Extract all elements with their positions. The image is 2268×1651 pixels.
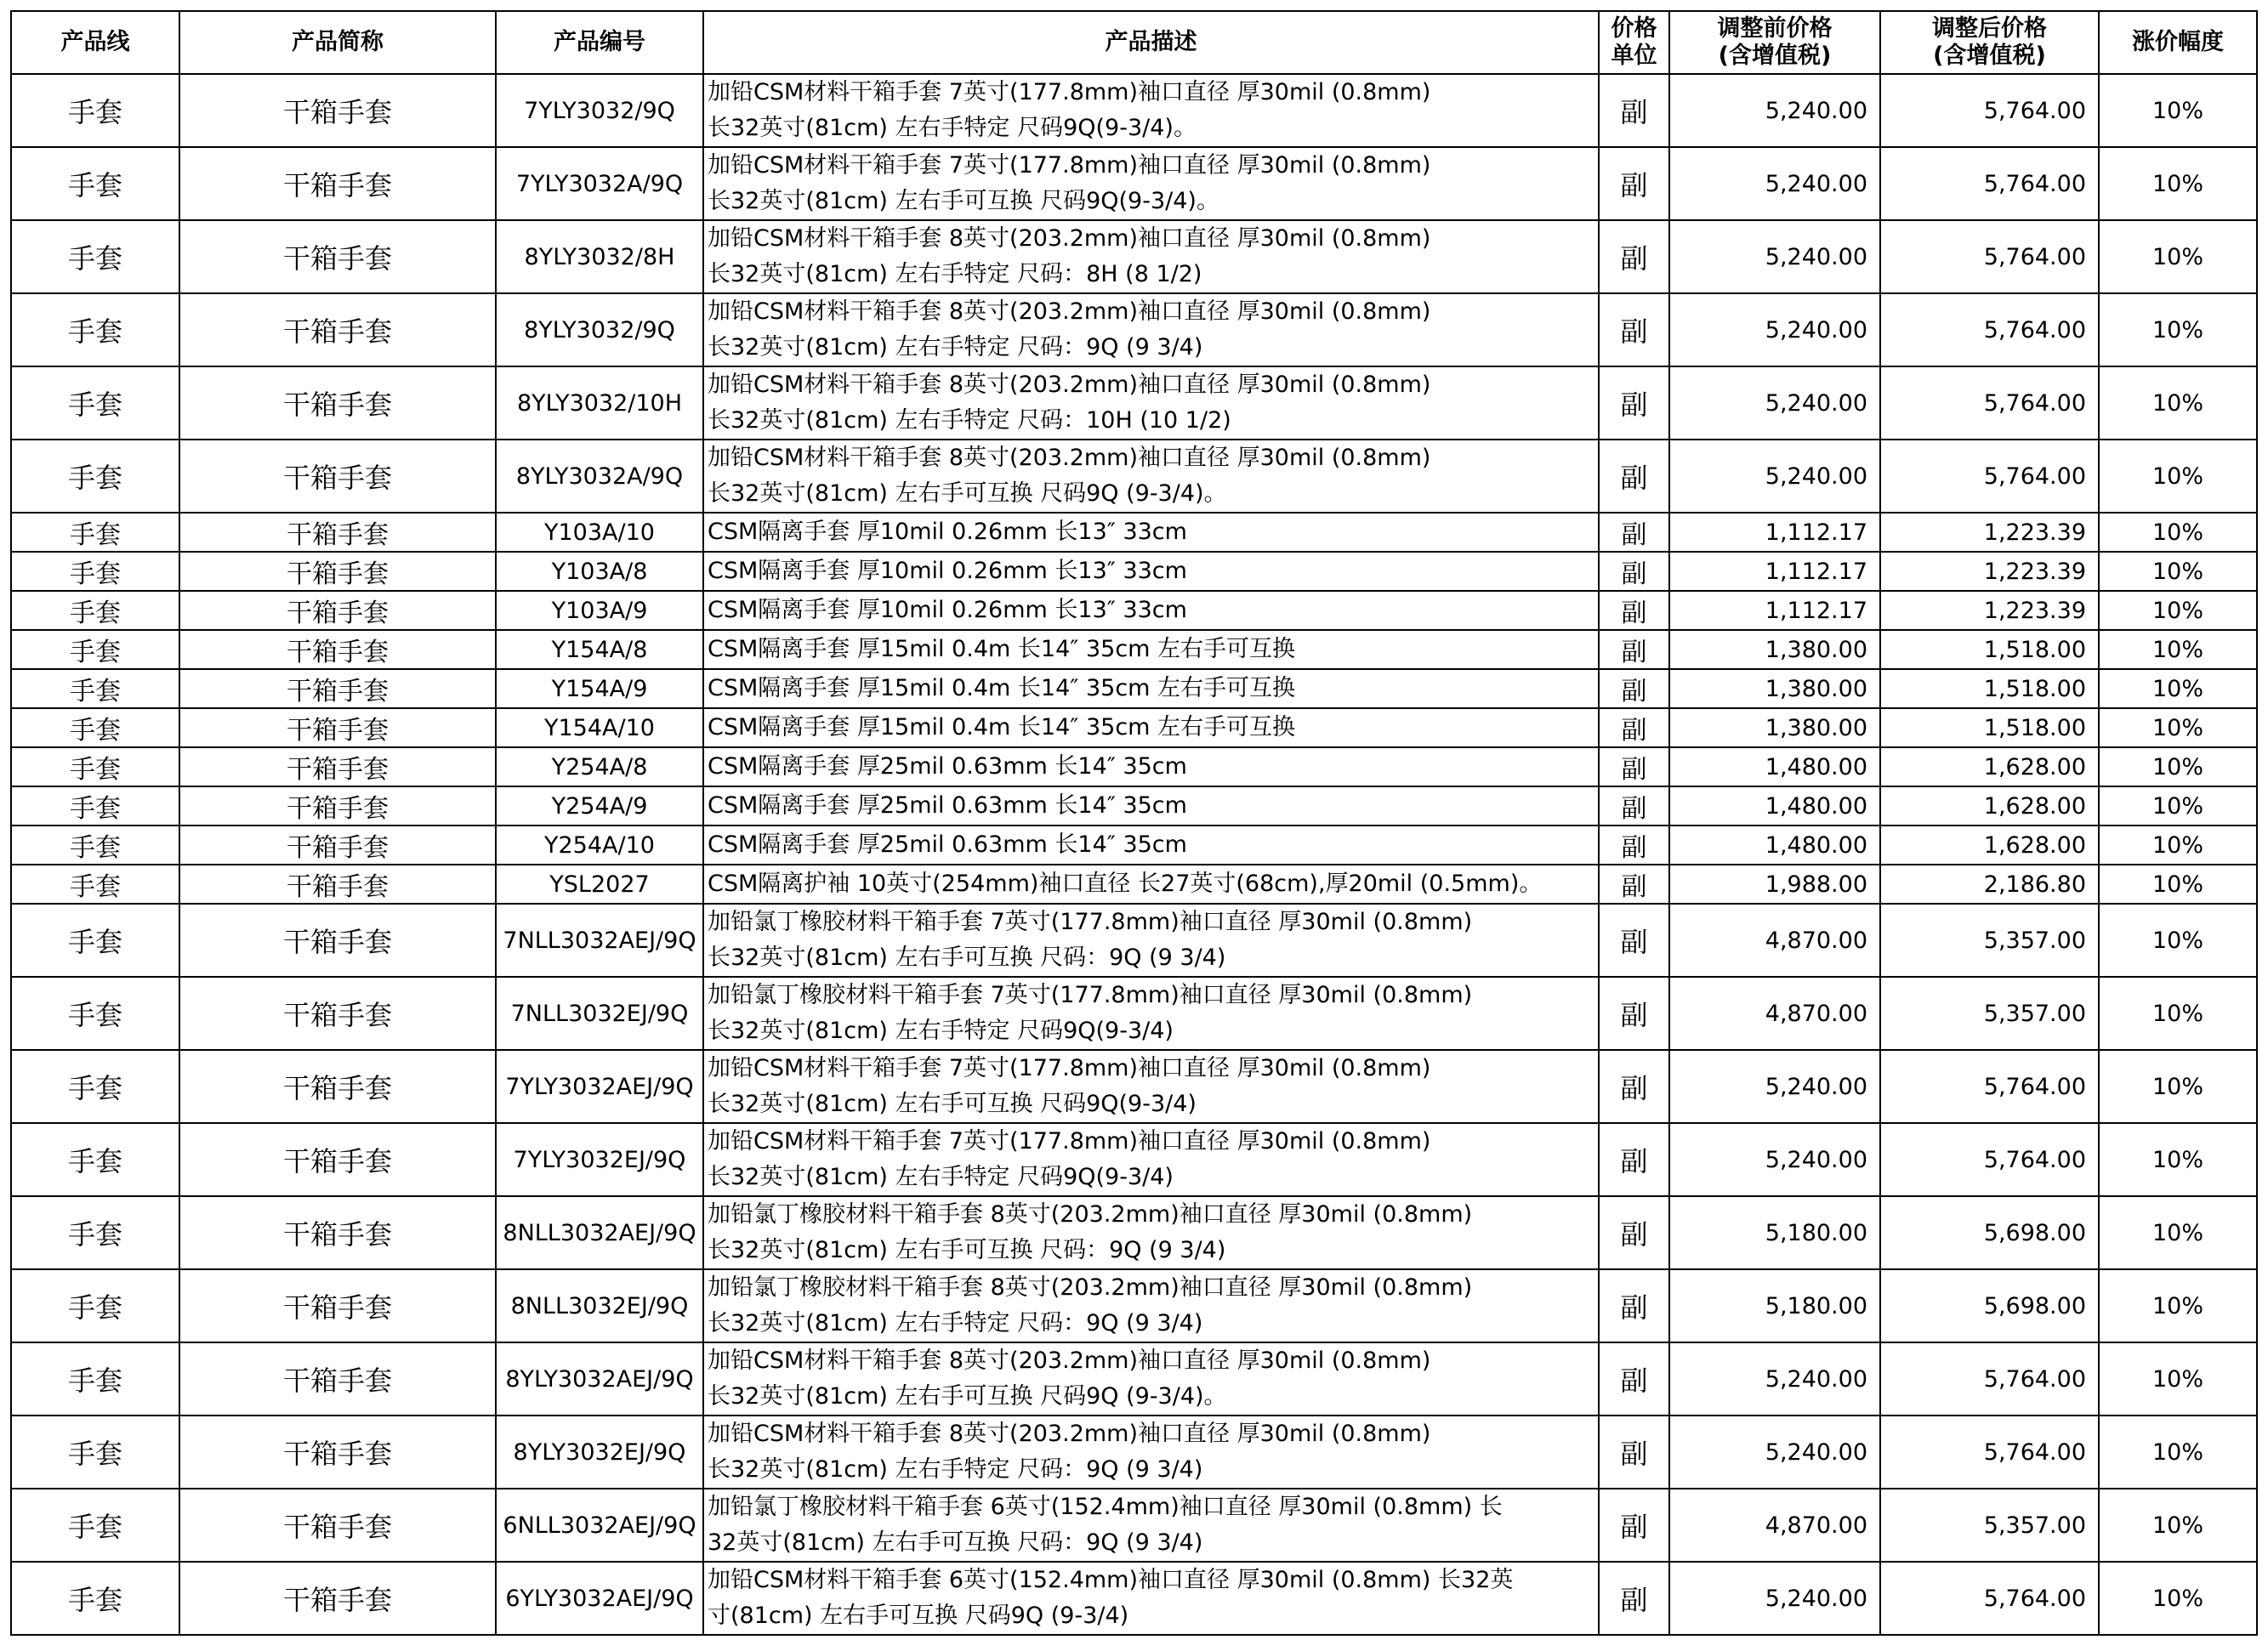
table-row	[11, 977, 2257, 1050]
cell-product-short-name: 干箱手套	[179, 220, 496, 293]
cell-price-before: 5,240.00	[1669, 1342, 1880, 1416]
header-product-code: 产品编号	[496, 11, 703, 74]
table-row	[11, 293, 2257, 366]
cell-increase-rate: 10%	[2099, 1489, 2257, 1562]
cell-price-unit: 副	[1599, 1269, 1669, 1342]
cell-price-unit: 副	[1599, 1342, 1669, 1416]
cell-price-before: 5,240.00	[1669, 440, 1880, 513]
cell-price-unit: 副	[1599, 366, 1669, 440]
cell-product-code: 8YLY3032/10H	[496, 366, 703, 440]
cell-increase-rate: 10%	[2099, 1196, 2257, 1269]
cell-product-line: 手套	[11, 147, 179, 220]
cell-product-line: 手套	[11, 1050, 179, 1123]
cell-price-before: 1,380.00	[1669, 708, 1880, 747]
cell-product-description: 加铅CSM材料干箱手套 7英寸(177.8mm)袖口直径 厚30mil (0.8mm) 长32英寸(81cm) 左右手可互换 尺码9Q(9-3/4)。	[703, 147, 1599, 220]
cell-product-description: 加铅CSM材料干箱手套 8英寸(203.2mm)袖口直径 厚30mil (0.8mm) 长32英寸(81cm) 左右手可互换 尺码9Q (9-3/4)。	[703, 1342, 1599, 1416]
cell-product-short-name: 干箱手套	[179, 826, 496, 865]
cell-increase-rate: 10%	[2099, 1342, 2257, 1416]
cell-price-before: 1,112.17	[1669, 513, 1880, 552]
cell-product-line: 手套	[11, 786, 179, 826]
table-row	[11, 630, 2257, 669]
cell-product-code: 7YLY3032A/9Q	[496, 147, 703, 220]
cell-product-code: Y254A/10	[496, 826, 703, 865]
cell-product-description: CSM隔离手套 厚10mil 0.26mm 长13″ 33cm	[703, 513, 1599, 552]
cell-product-code: YSL2027	[496, 865, 703, 904]
cell-price-after: 5,357.00	[1880, 904, 2099, 977]
cell-increase-rate: 10%	[2099, 591, 2257, 630]
cell-product-code: 7YLY3032EJ/9Q	[496, 1123, 703, 1196]
cell-increase-rate: 10%	[2099, 220, 2257, 293]
cell-increase-rate: 10%	[2099, 1416, 2257, 1489]
cell-product-code: 6NLL3032AEJ/9Q	[496, 1489, 703, 1562]
cell-increase-rate: 10%	[2099, 293, 2257, 366]
cell-increase-rate: 10%	[2099, 147, 2257, 220]
cell-product-description: 加铅CSM材料干箱手套 7英寸(177.8mm)袖口直径 厚30mil (0.8mm) 长32英寸(81cm) 左右手特定 尺码9Q(9-3/4)。	[703, 74, 1599, 147]
cell-product-short-name: 干箱手套	[179, 1123, 496, 1196]
cell-product-line: 手套	[11, 552, 179, 591]
cell-product-short-name: 干箱手套	[179, 1489, 496, 1562]
cell-price-before: 1,988.00	[1669, 865, 1880, 904]
cell-price-after: 1,223.39	[1880, 552, 2099, 591]
cell-price-after: 5,698.00	[1880, 1269, 2099, 1342]
cell-product-short-name: 干箱手套	[179, 366, 496, 440]
table-row	[11, 904, 2257, 977]
table-header	[11, 11, 2257, 74]
table-row	[11, 865, 2257, 904]
cell-product-short-name: 干箱手套	[179, 513, 496, 552]
cell-price-after: 5,698.00	[1880, 1196, 2099, 1269]
cell-increase-rate: 10%	[2099, 786, 2257, 826]
cell-product-line: 手套	[11, 1562, 179, 1635]
header-product-short-name: 产品简称	[179, 11, 496, 74]
table-row	[11, 366, 2257, 440]
cell-price-unit: 副	[1599, 904, 1669, 977]
cell-increase-rate: 10%	[2099, 1562, 2257, 1635]
cell-price-after: 5,764.00	[1880, 1050, 2099, 1123]
cell-price-unit: 副	[1599, 1562, 1669, 1635]
cell-product-line: 手套	[11, 826, 179, 865]
cell-price-after: 1,628.00	[1880, 786, 2099, 826]
cell-product-short-name: 干箱手套	[179, 630, 496, 669]
cell-price-before: 1,480.00	[1669, 747, 1880, 786]
cell-product-line: 手套	[11, 1196, 179, 1269]
cell-increase-rate: 10%	[2099, 1050, 2257, 1123]
table-row	[11, 1269, 2257, 1342]
cell-price-unit: 副	[1599, 220, 1669, 293]
cell-price-before: 1,480.00	[1669, 826, 1880, 865]
table-row	[11, 552, 2257, 591]
price-table-container	[10, 10, 2258, 1636]
cell-product-line: 手套	[11, 220, 179, 293]
table-row	[11, 513, 2257, 552]
cell-product-description: 加铅CSM材料干箱手套 8英寸(203.2mm)袖口直径 厚30mil (0.8mm) 长32英寸(81cm) 左右手特定 尺码：9Q (9 3/4)	[703, 293, 1599, 366]
cell-increase-rate: 10%	[2099, 74, 2257, 147]
cell-price-unit: 副	[1599, 591, 1669, 630]
header-price-after: 调整后价格 (含增值税)	[1880, 11, 2099, 74]
cell-increase-rate: 10%	[2099, 708, 2257, 747]
cell-price-after: 5,764.00	[1880, 74, 2099, 147]
cell-price-before: 4,870.00	[1669, 977, 1880, 1050]
cell-price-before: 5,180.00	[1669, 1196, 1880, 1269]
cell-product-line: 手套	[11, 1269, 179, 1342]
cell-product-code: 8YLY3032/8H	[496, 220, 703, 293]
cell-product-short-name: 干箱手套	[179, 1342, 496, 1416]
table-row	[11, 1342, 2257, 1416]
cell-increase-rate: 10%	[2099, 366, 2257, 440]
cell-product-code: 8NLL3032EJ/9Q	[496, 1269, 703, 1342]
cell-price-before: 5,240.00	[1669, 147, 1880, 220]
cell-price-unit: 副	[1599, 708, 1669, 747]
cell-product-short-name: 干箱手套	[179, 865, 496, 904]
cell-product-description: 加铅氯丁橡胶材料干箱手套 8英寸(203.2mm)袖口直径 厚30mil (0.8mm) 长32英寸(81cm) 左右手可互换 尺码：9Q (9 3/4)	[703, 1196, 1599, 1269]
cell-product-description: 加铅CSM材料干箱手套 7英寸(177.8mm)袖口直径 厚30mil (0.8mm) 长32英寸(81cm) 左右手可互换 尺码9Q(9-3/4)	[703, 1050, 1599, 1123]
cell-product-description: CSM隔离手套 厚15mil 0.4m 长14″ 35cm 左右手可互换	[703, 630, 1599, 669]
cell-product-line: 手套	[11, 513, 179, 552]
cell-increase-rate: 10%	[2099, 747, 2257, 786]
cell-product-code: Y103A/10	[496, 513, 703, 552]
cell-product-description: CSM隔离手套 厚10mil 0.26mm 长13″ 33cm	[703, 552, 1599, 591]
cell-price-before: 1,480.00	[1669, 786, 1880, 826]
cell-product-code: 8YLY3032/9Q	[496, 293, 703, 366]
cell-product-description: CSM隔离护袖 10英寸(254mm)袖口直径 长27英寸(68cm),厚20mil (0.5mm)。	[703, 865, 1599, 904]
cell-increase-rate: 10%	[2099, 552, 2257, 591]
cell-product-description: CSM隔离手套 厚25mil 0.63mm 长14″ 35cm	[703, 826, 1599, 865]
cell-price-after: 5,764.00	[1880, 1562, 2099, 1635]
cell-price-unit: 副	[1599, 440, 1669, 513]
cell-product-description: 加铅CSM材料干箱手套 7英寸(177.8mm)袖口直径 厚30mil (0.8mm) 长32英寸(81cm) 左右手特定 尺码9Q(9-3/4)	[703, 1123, 1599, 1196]
cell-price-before: 5,180.00	[1669, 1269, 1880, 1342]
cell-price-before: 5,240.00	[1669, 1050, 1880, 1123]
cell-price-unit: 副	[1599, 669, 1669, 708]
cell-product-description: CSM隔离手套 厚25mil 0.63mm 长14″ 35cm	[703, 747, 1599, 786]
cell-product-line: 手套	[11, 865, 179, 904]
header-product-description: 产品描述	[703, 11, 1599, 74]
cell-increase-rate: 10%	[2099, 669, 2257, 708]
cell-increase-rate: 10%	[2099, 1269, 2257, 1342]
cell-product-line: 手套	[11, 293, 179, 366]
table-row	[11, 1562, 2257, 1635]
table-row	[11, 1123, 2257, 1196]
cell-product-short-name: 干箱手套	[179, 747, 496, 786]
cell-price-before: 4,870.00	[1669, 1489, 1880, 1562]
cell-price-unit: 副	[1599, 293, 1669, 366]
cell-price-after: 5,764.00	[1880, 147, 2099, 220]
table-row	[11, 1416, 2257, 1489]
cell-price-before: 1,112.17	[1669, 552, 1880, 591]
header-product-line: 产品线	[11, 11, 179, 74]
cell-product-description: 加铅氯丁橡胶材料干箱手套 8英寸(203.2mm)袖口直径 厚30mil (0.8mm) 长32英寸(81cm) 左右手特定 尺码：9Q (9 3/4)	[703, 1269, 1599, 1342]
cell-product-short-name: 干箱手套	[179, 74, 496, 147]
cell-price-before: 5,240.00	[1669, 1416, 1880, 1489]
cell-product-short-name: 干箱手套	[179, 591, 496, 630]
table-row	[11, 1196, 2257, 1269]
cell-price-before: 5,240.00	[1669, 293, 1880, 366]
cell-product-line: 手套	[11, 440, 179, 513]
table-row	[11, 147, 2257, 220]
cell-product-description: CSM隔离手套 厚10mil 0.26mm 长13″ 33cm	[703, 591, 1599, 630]
cell-price-after: 2,186.80	[1880, 865, 2099, 904]
header-increase-rate: 涨价幅度	[2099, 11, 2257, 74]
cell-product-code: Y154A/8	[496, 630, 703, 669]
cell-price-unit: 副	[1599, 786, 1669, 826]
cell-product-line: 手套	[11, 904, 179, 977]
cell-product-short-name: 干箱手套	[179, 669, 496, 708]
cell-price-after: 5,764.00	[1880, 1416, 2099, 1489]
cell-price-before: 4,870.00	[1669, 904, 1880, 977]
cell-product-short-name: 干箱手套	[179, 708, 496, 747]
cell-product-description: 加铅CSM材料干箱手套 8英寸(203.2mm)袖口直径 厚30mil (0.8mm) 长32英寸(81cm) 左右手可互换 尺码9Q (9-3/4)。	[703, 440, 1599, 513]
cell-product-description: CSM隔离手套 厚25mil 0.63mm 长14″ 35cm	[703, 786, 1599, 826]
table-row	[11, 747, 2257, 786]
cell-product-short-name: 干箱手套	[179, 1562, 496, 1635]
cell-increase-rate: 10%	[2099, 904, 2257, 977]
cell-product-line: 手套	[11, 669, 179, 708]
cell-product-line: 手套	[11, 1489, 179, 1562]
cell-product-code: 7NLL3032AEJ/9Q	[496, 904, 703, 977]
table-row	[11, 669, 2257, 708]
cell-product-code: 7NLL3032EJ/9Q	[496, 977, 703, 1050]
cell-price-after: 1,518.00	[1880, 708, 2099, 747]
table-body	[11, 74, 2257, 1635]
cell-price-after: 5,764.00	[1880, 440, 2099, 513]
cell-price-unit: 副	[1599, 147, 1669, 220]
cell-price-after: 1,628.00	[1880, 747, 2099, 786]
cell-increase-rate: 10%	[2099, 440, 2257, 513]
cell-price-after: 1,628.00	[1880, 826, 2099, 865]
cell-price-before: 5,240.00	[1669, 1562, 1880, 1635]
header-row	[11, 11, 2257, 74]
cell-product-description: CSM隔离手套 厚15mil 0.4m 长14″ 35cm 左右手可互换	[703, 708, 1599, 747]
cell-product-line: 手套	[11, 977, 179, 1050]
cell-price-before: 5,240.00	[1669, 220, 1880, 293]
cell-product-code: Y254A/8	[496, 747, 703, 786]
table-row	[11, 220, 2257, 293]
cell-price-unit: 副	[1599, 977, 1669, 1050]
cell-price-after: 5,764.00	[1880, 1342, 2099, 1416]
cell-increase-rate: 10%	[2099, 1123, 2257, 1196]
cell-price-unit: 副	[1599, 747, 1669, 786]
cell-product-code: Y103A/8	[496, 552, 703, 591]
cell-price-after: 5,764.00	[1880, 293, 2099, 366]
cell-product-line: 手套	[11, 366, 179, 440]
cell-product-description: 加铅CSM材料干箱手套 8英寸(203.2mm)袖口直径 厚30mil (0.8mm) 长32英寸(81cm) 左右手特定 尺码：9Q (9 3/4)	[703, 1416, 1599, 1489]
cell-product-code: Y154A/9	[496, 669, 703, 708]
cell-price-unit: 副	[1599, 1050, 1669, 1123]
cell-product-code: Y103A/9	[496, 591, 703, 630]
price-adjustment-table	[10, 10, 2258, 1636]
cell-product-short-name: 干箱手套	[179, 440, 496, 513]
cell-price-unit: 副	[1599, 630, 1669, 669]
table-row	[11, 826, 2257, 865]
cell-product-code: Y254A/9	[496, 786, 703, 826]
cell-product-code: Y154A/10	[496, 708, 703, 747]
cell-product-short-name: 干箱手套	[179, 1416, 496, 1489]
cell-price-before: 5,240.00	[1669, 74, 1880, 147]
cell-product-code: 8YLY3032AEJ/9Q	[496, 1342, 703, 1416]
cell-increase-rate: 10%	[2099, 865, 2257, 904]
cell-price-after: 1,518.00	[1880, 630, 2099, 669]
cell-product-short-name: 干箱手套	[179, 904, 496, 977]
table-row	[11, 591, 2257, 630]
cell-product-code: 8NLL3032AEJ/9Q	[496, 1196, 703, 1269]
cell-price-before: 5,240.00	[1669, 1123, 1880, 1196]
cell-price-before: 1,380.00	[1669, 669, 1880, 708]
cell-product-code: 6YLY3032AEJ/9Q	[496, 1562, 703, 1635]
cell-price-after: 5,764.00	[1880, 220, 2099, 293]
cell-product-short-name: 干箱手套	[179, 1269, 496, 1342]
table-row	[11, 74, 2257, 147]
cell-product-short-name: 干箱手套	[179, 552, 496, 591]
cell-price-unit: 副	[1599, 74, 1669, 147]
header-price-unit: 价格 单位	[1599, 11, 1669, 74]
cell-product-line: 手套	[11, 1416, 179, 1489]
cell-price-before: 1,380.00	[1669, 630, 1880, 669]
cell-increase-rate: 10%	[2099, 977, 2257, 1050]
table-row	[11, 786, 2257, 826]
cell-product-description: 加铅氯丁橡胶材料干箱手套 6英寸(152.4mm)袖口直径 厚30mil (0.8mm) 长 32英寸(81cm) 左右手可互换 尺码：9Q (9 3/4)	[703, 1489, 1599, 1562]
cell-increase-rate: 10%	[2099, 513, 2257, 552]
cell-price-before: 5,240.00	[1669, 366, 1880, 440]
cell-price-unit: 副	[1599, 1123, 1669, 1196]
cell-product-description: 加铅CSM材料干箱手套 8英寸(203.2mm)袖口直径 厚30mil (0.8mm) 长32英寸(81cm) 左右手特定 尺码：8H (8 1/2)	[703, 220, 1599, 293]
cell-product-line: 手套	[11, 1342, 179, 1416]
cell-price-unit: 副	[1599, 552, 1669, 591]
cell-product-description: CSM隔离手套 厚15mil 0.4m 长14″ 35cm 左右手可互换	[703, 669, 1599, 708]
table-row	[11, 1489, 2257, 1562]
header-price-before: 调整前价格 (含增值税)	[1669, 11, 1880, 74]
cell-product-short-name: 干箱手套	[179, 147, 496, 220]
cell-increase-rate: 10%	[2099, 630, 2257, 669]
cell-increase-rate: 10%	[2099, 826, 2257, 865]
cell-product-description: 加铅氯丁橡胶材料干箱手套 7英寸(177.8mm)袖口直径 厚30mil (0.8mm) 长32英寸(81cm) 左右手特定 尺码9Q(9-3/4)	[703, 977, 1599, 1050]
cell-product-short-name: 干箱手套	[179, 1196, 496, 1269]
cell-product-line: 手套	[11, 1123, 179, 1196]
cell-product-line: 手套	[11, 591, 179, 630]
cell-price-unit: 副	[1599, 826, 1669, 865]
cell-price-unit: 副	[1599, 513, 1669, 552]
cell-product-short-name: 干箱手套	[179, 1050, 496, 1123]
cell-price-unit: 副	[1599, 865, 1669, 904]
cell-product-line: 手套	[11, 74, 179, 147]
cell-product-line: 手套	[11, 630, 179, 669]
table-row	[11, 708, 2257, 747]
cell-price-unit: 副	[1599, 1489, 1669, 1562]
cell-product-line: 手套	[11, 747, 179, 786]
cell-product-description: 加铅CSM材料干箱手套 8英寸(203.2mm)袖口直径 厚30mil (0.8mm) 长32英寸(81cm) 左右手特定 尺码：10H (10 1/2)	[703, 366, 1599, 440]
cell-product-code: 8YLY3032A/9Q	[496, 440, 703, 513]
table-row	[11, 440, 2257, 513]
cell-product-code: 7YLY3032AEJ/9Q	[496, 1050, 703, 1123]
cell-price-unit: 副	[1599, 1416, 1669, 1489]
cell-price-after: 5,357.00	[1880, 1489, 2099, 1562]
cell-product-description: 加铅氯丁橡胶材料干箱手套 7英寸(177.8mm)袖口直径 厚30mil (0.8mm) 长32英寸(81cm) 左右手可互换 尺码：9Q (9 3/4)	[703, 904, 1599, 977]
cell-product-code: 7YLY3032/9Q	[496, 74, 703, 147]
cell-price-after: 5,357.00	[1880, 977, 2099, 1050]
table-row	[11, 1050, 2257, 1123]
cell-price-before: 1,112.17	[1669, 591, 1880, 630]
cell-product-short-name: 干箱手套	[179, 293, 496, 366]
cell-product-line: 手套	[11, 708, 179, 747]
cell-product-description: 加铅CSM材料干箱手套 6英寸(152.4mm)袖口直径 厚30mil (0.8mm) 长32英 寸(81cm) 左右手可互换 尺码9Q (9-3/4)	[703, 1562, 1599, 1635]
cell-price-unit: 副	[1599, 1196, 1669, 1269]
cell-product-short-name: 干箱手套	[179, 977, 496, 1050]
cell-product-code: 8YLY3032EJ/9Q	[496, 1416, 703, 1489]
cell-price-after: 1,223.39	[1880, 591, 2099, 630]
cell-price-after: 5,764.00	[1880, 366, 2099, 440]
cell-price-after: 5,764.00	[1880, 1123, 2099, 1196]
cell-price-after: 1,223.39	[1880, 513, 2099, 552]
cell-product-short-name: 干箱手套	[179, 786, 496, 826]
cell-price-after: 1,518.00	[1880, 669, 2099, 708]
